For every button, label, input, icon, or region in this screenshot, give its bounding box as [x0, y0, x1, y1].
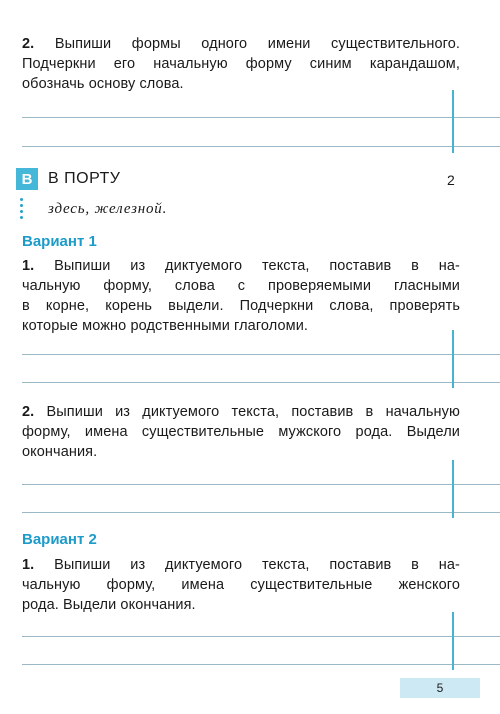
- dots-icon: [20, 198, 24, 222]
- margin-line: [452, 330, 454, 388]
- task-number: 1.: [22, 557, 35, 573]
- margin-line: [452, 460, 454, 518]
- task-line: Выпиши из диктуемого текста, поставив в на-: [54, 557, 460, 573]
- writing-line: [22, 117, 500, 118]
- task-line: чальную форму, имена существительные женского: [22, 577, 460, 593]
- task-line: Выпиши из диктуемого текста, поставив в на-: [54, 258, 460, 274]
- writing-line: [22, 382, 500, 383]
- task-line: в корне, корень выдели. Подчеркни слова, проверять: [22, 298, 460, 314]
- task-line: Выпиши из диктуемого текста, поставив в начальную: [46, 404, 460, 420]
- task-top: [22, 34, 460, 94]
- section-title: В ПОРТУ: [48, 170, 121, 187]
- vocabulary-words: здесь, железной.: [48, 201, 168, 217]
- task-number: 2.: [22, 404, 35, 420]
- writing-line: [22, 512, 500, 513]
- section-marker: В: [16, 168, 38, 190]
- task-line: обозначь основу слова.: [22, 76, 184, 92]
- writing-line: [22, 484, 500, 485]
- task-line: рода. Выдели окончания.: [22, 597, 196, 613]
- task-line: чальную форму, слова с проверяемыми гласными: [22, 278, 460, 294]
- writing-line: [22, 636, 500, 637]
- task-number: 1.: [22, 258, 35, 274]
- task-line: окончания.: [22, 444, 98, 460]
- writing-line: [22, 354, 500, 355]
- writing-line: [22, 664, 500, 665]
- task-line: Выпиши формы одного имени существительного.: [54, 36, 460, 52]
- task-line: которые можно родственными глаголоми.: [22, 318, 309, 334]
- variant-1-task-1: [22, 256, 460, 336]
- variant-2-heading: Вариант 2: [22, 531, 97, 548]
- variant-2-task-1: [22, 555, 460, 615]
- variant-1-task-2: [22, 402, 460, 462]
- task-line: форму, имена существительные мужского рода. Выдели: [22, 424, 460, 440]
- margin-line: [452, 612, 454, 670]
- variant-1-heading: Вариант 1: [22, 233, 97, 250]
- margin-line: [452, 90, 454, 153]
- section-count: 2: [447, 172, 455, 188]
- writing-line: [22, 146, 500, 147]
- task-number: 2.: [22, 36, 35, 52]
- page-number: 5: [400, 678, 480, 698]
- task-line: Подчеркни его начальную форму синим карандашом,: [22, 56, 460, 72]
